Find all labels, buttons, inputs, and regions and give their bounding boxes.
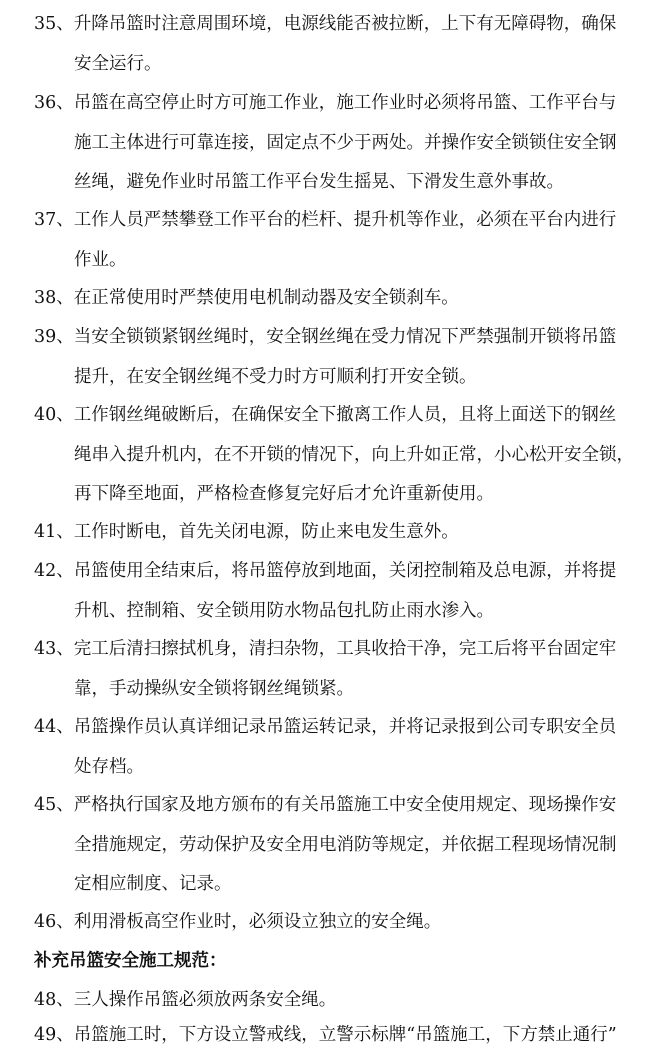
clause-line: 49、吊篮施工时，下方设立警戒线，立警示标牌“吊篮施工，下方禁止通行” xyxy=(34,1025,617,1045)
clause-line: 37、工作人员严禁攀登工作平台的栏杆、提升机等作业，必须在平台内进行 xyxy=(34,210,617,230)
clause-line: 45、严格执行国家及地方颁布的有关吊篮施工中安全使用规定、现场操作安 xyxy=(34,795,617,815)
clause-line: 43、完工后清扫擦拭机身，清扫杂物，工具收拾干净，完工后将平台固定牢 xyxy=(34,639,617,659)
clause-line: 40、工作钢丝绳破断后，在确保安全下撤离工作人员，且将上面送下的钢丝 xyxy=(34,405,617,425)
clause-line: 处存档。 xyxy=(74,756,144,777)
clause-line: 46、利用滑板高空作业时，必须设立独立的安全绳。 xyxy=(34,912,442,932)
clause-43 xyxy=(34,630,648,709)
clause-line: 38、在正常使用时严禁使用电机制动器及安全锁刹车。 xyxy=(34,288,459,308)
clause-35 xyxy=(34,5,648,84)
clause-line: 36、吊篮在高空停止时方可施工作业，施工作业时必须将吊篮、工作平台与 xyxy=(34,93,617,113)
clause-line: 39、当安全锁锁紧钢丝绳时，安全钢丝绳在受力情况下严禁强制开锁将吊篮 xyxy=(34,327,617,347)
clause-line: 安全运行。 xyxy=(74,53,162,74)
clause-line: 靠，手动操纵安全锁将钢丝绳锁紧。 xyxy=(74,678,354,699)
clause-line: 施工主体进行可靠连接，固定点不少于两处。并操作安全锁锁住安全钢 xyxy=(74,132,617,153)
clause-line: 绳串入提升机内，在不开锁的情况下，向上升如正常，小心松开安全锁， xyxy=(74,444,634,465)
clause-line: 丝绳，避免作业时吊篮工作平台发生摇晃、下滑发生意外事故。 xyxy=(74,172,564,192)
clause-49 xyxy=(34,1016,648,1056)
clause-46 xyxy=(34,903,648,943)
clause-line: 提升，在安全钢丝绳不受力时方可顺利打开安全锁。 xyxy=(74,366,477,387)
clause-40 xyxy=(34,396,648,515)
clause-42 xyxy=(34,552,648,631)
clause-line: 升机、控制箱、安全锁用防水物品包扎防止雨水渗入。 xyxy=(74,600,494,621)
clause-48 xyxy=(34,981,648,1021)
clause-line: 44、吊篮操作员认真详细记录吊篮运转记录，并将记录报到公司专职安全员 xyxy=(34,717,617,737)
clause-36 xyxy=(34,84,648,203)
clause-37 xyxy=(34,201,648,280)
section-heading: 补充吊篮安全施工规范： xyxy=(34,951,227,971)
clause-line: 42、吊篮使用全结束后，将吊篮停放到地面，关闭控制箱及总电源，并将提 xyxy=(34,561,617,581)
clause-line: 作业。 xyxy=(74,249,127,270)
clause-44 xyxy=(34,708,648,787)
clause-39 xyxy=(34,318,648,397)
clause-41 xyxy=(34,513,648,553)
clause-line: 再下降至地面，严格检查修复完好后才允许重新使用。 xyxy=(74,484,494,504)
clause-38 xyxy=(34,279,648,319)
clause-line: 定相应制度、记录。 xyxy=(74,874,232,894)
clause-45 xyxy=(34,786,648,905)
clause-line: 35、升降吊篮时注意周围环境，电源线能否被拉断，上下有无障碍物，确保 xyxy=(34,14,617,34)
clause-line: 41、工作时断电，首先关闭电源，防止来电发生意外。 xyxy=(34,522,459,542)
clause-line: 48、三人操作吊篮必须放两条安全绳。 xyxy=(34,990,337,1010)
clause-line: 全措施规定，劳动保护及安全用电消防等规定，并依据工程现场情况制 xyxy=(74,834,617,855)
